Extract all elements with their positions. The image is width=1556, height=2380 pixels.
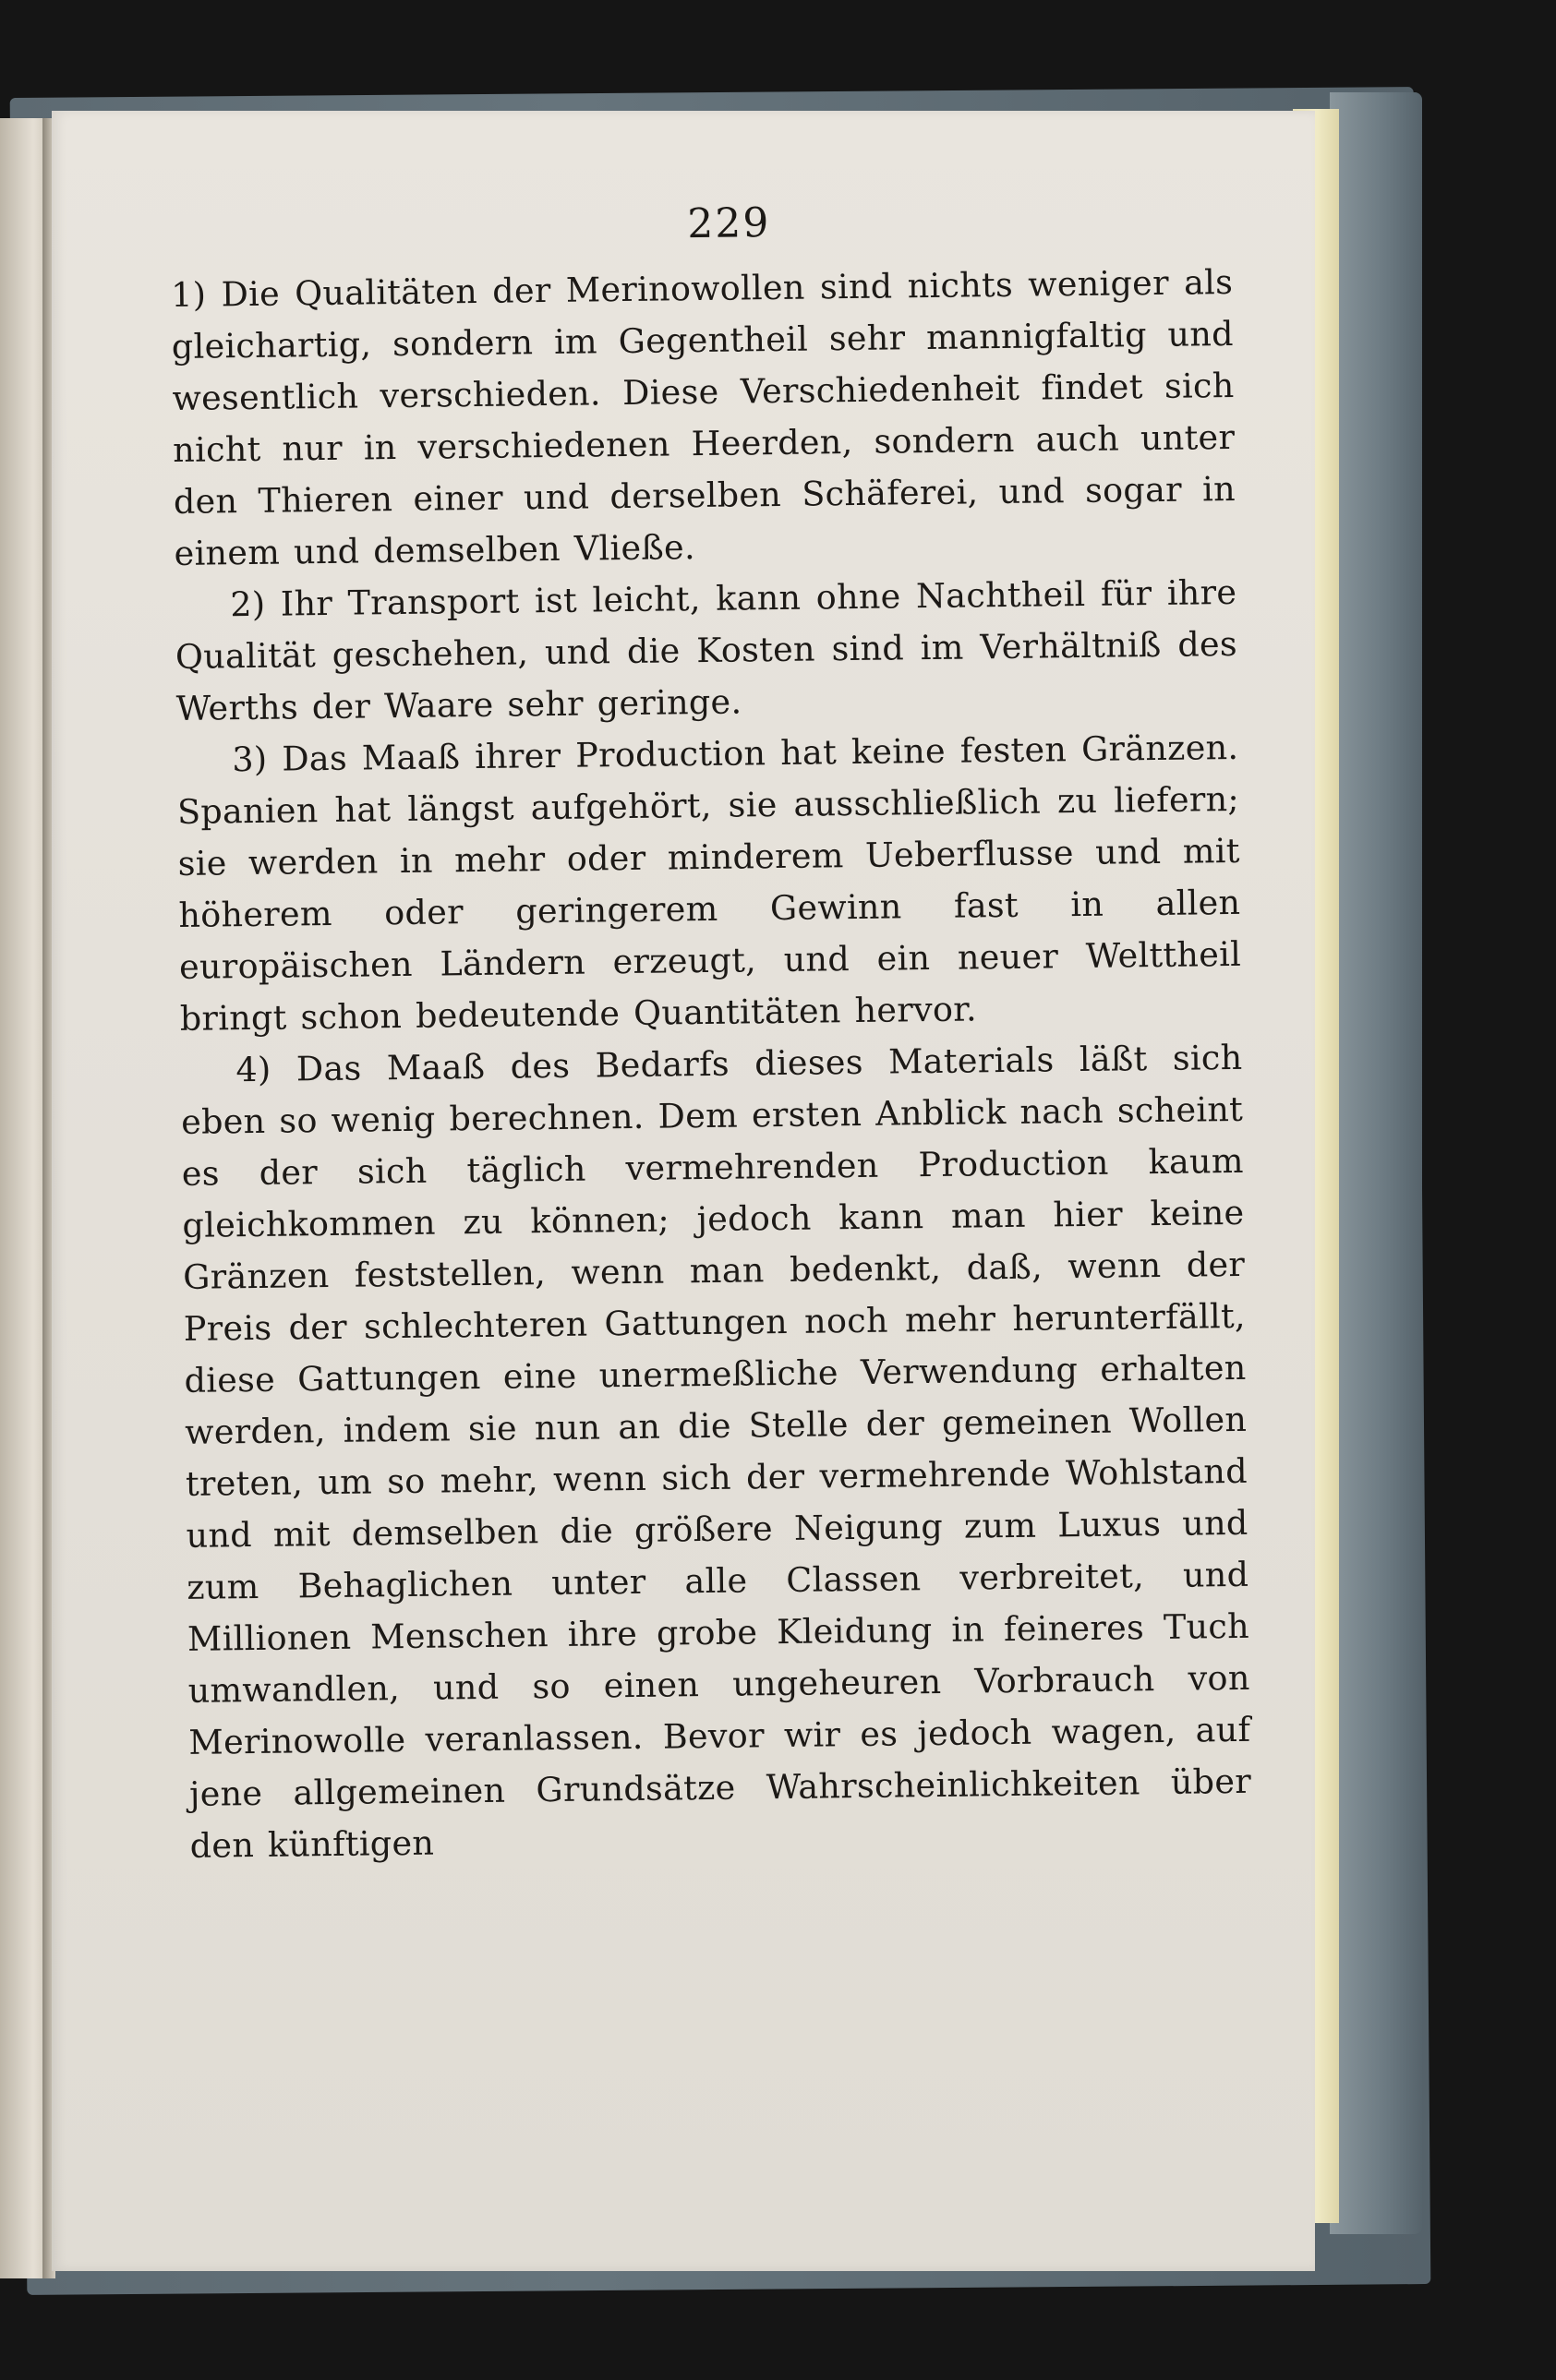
book-cover-edge xyxy=(1330,92,1422,2234)
page-text-block xyxy=(170,190,1252,1872)
paragraph-3: 3) Das Maaß ihrer Production hat keine festen Gränzen. Spanien hat längst aufgehört, sie ausschließlich zu liefern; sie werden in mehr oder minderem Ueberflusse und mit höherem oder geringerem Gewinn fast in allen europäischen Ländern erzeugt, und ein neuer Welttheil bringt schon bedeutende Quantitäten hervor. xyxy=(176,727,1242,1039)
paragraph-1: 1) Die Qualitäten der Merinowollen sind nichts weniger als gleichartig, sondern im Gegentheil sehr mannigfaltig und wesentlich verschieden. Diese Verschiedenheit findet sich nicht nur in verschiedenen Heerden, sondern auch unter den Thieren einer und derselben Schäferei, und sogar in einem und demselben Vließe. xyxy=(170,261,1236,573)
paragraph-2: 2) Ihr Transport ist leicht, kann ohne Nachtheil für ihre Qualität geschehen, und die Kosten sind im Verhältniß des Werths der Waare sehr geringe. xyxy=(175,571,1238,728)
book-page xyxy=(52,111,1315,2271)
left-page-sliver xyxy=(0,118,48,2278)
paragraph-4: 4) Das Maaß des Bedarfs dieses Materials läßt sich eben so wenig berechnen. Dem ersten Anblick nach scheint es der sich täglich vermehrenden Production kaum gleichkommen zu können; jedoch kann man hier keine Gränzen feststellen, wenn man bedenkt, daß, wenn der Preis der schlechteren Gattungen noch mehr herunterfällt, diese Gattungen eine unermeßliche Verwendung erhalten werden, indem sie nun an die Stelle der gemeinen Wollen treten, um so mehr, wenn sich der vermehrende Wohlstand und mit demselben die größere Neigung zum Luxus und zum Behaglichen unter alle Classen verbreitet, und Millionen Menschen ihre grobe Kleidung in feineres Tuch umwandlen, und so einen ungeheuren Vorbrauch von Merinowolle veranlassen. Bevor wir es jedoch wagen, auf jene allgemeinen Grundsätze Wahrscheinlichkeiten über den künftigen xyxy=(180,1037,1252,1866)
page-number: 229 xyxy=(687,199,771,248)
